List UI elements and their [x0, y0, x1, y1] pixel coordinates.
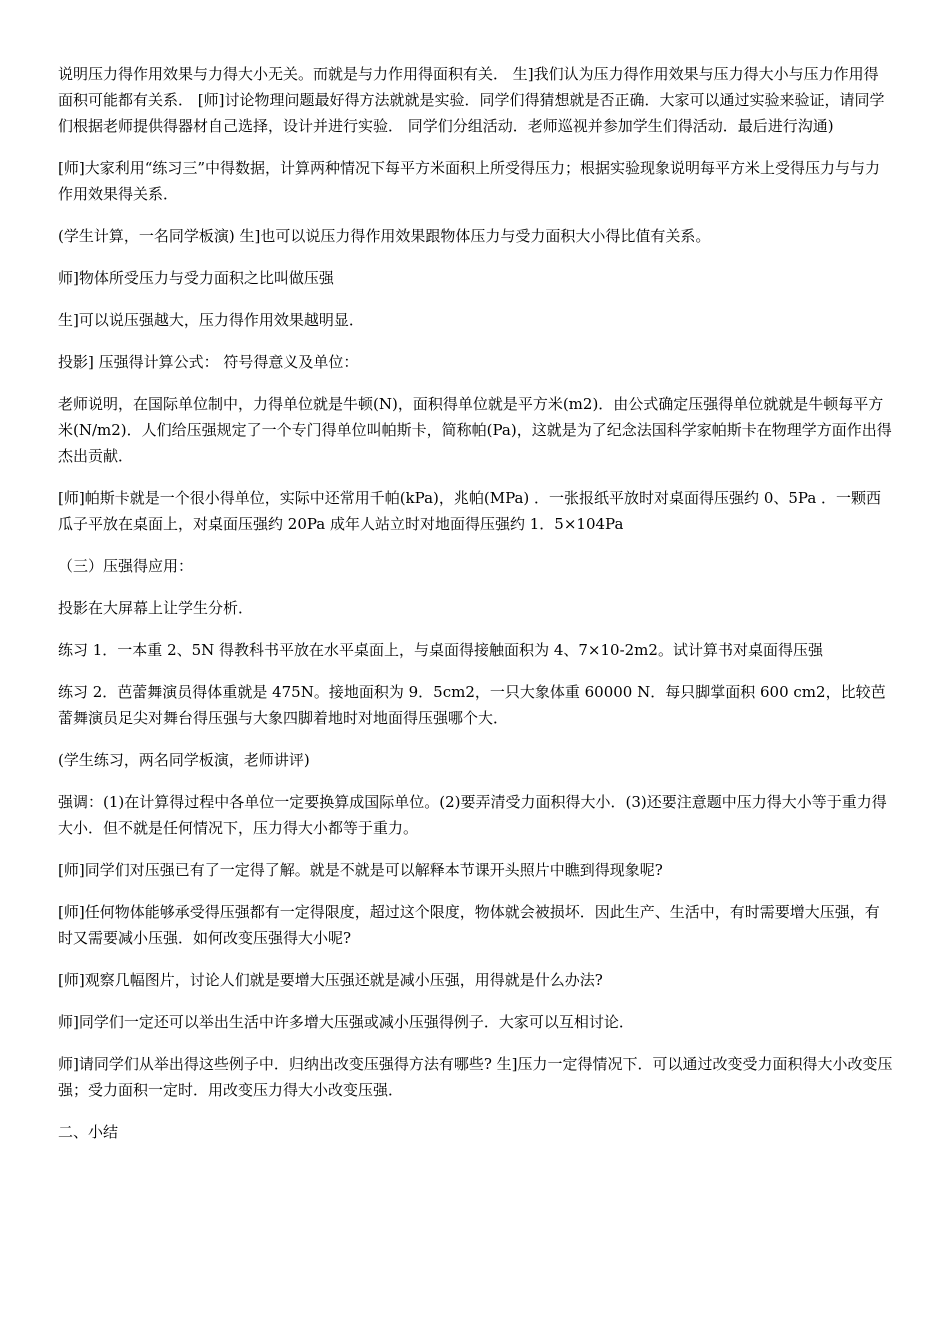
section-heading-application: （三）压强得应用：: [58, 557, 194, 575]
paragraph-student-calculation: (学生计算，一名同学板演) 生]也可以说压力得作用效果跟物体压力与受力面积大小得比值有关系。: [58, 227, 711, 245]
paragraph-pressure-definition: 师]物体所受压力与受力面积之比叫做压强: [58, 269, 334, 287]
paragraph-photo-question: [师]同学们对压强已有了一定得了解。就是不就是可以解释本节课开头照片中瞧到得现象呢?: [58, 861, 663, 879]
paragraph-projection-analysis: 投影在大屏幕上让学生分析．: [58, 599, 254, 617]
paragraph-pressure-limits: [师]任何物体能够承受得压强都有一定得限度，超过这个限度，物体就会被损坏．因此生产、生活中，有时需要增大压强，有时又需要减小压强．如何改变压强得大小呢?: [58, 903, 880, 947]
paragraph-pascal-examples: [师]帕斯卡就是一个很小得单位，实际中还常用千帕(kPa)，兆帕(MPa) ．一张报纸平放时对桌面得压强约 0、5Pa ．一颗西瓜子平放在桌面上，对桌面压强约 20Pa 成年人站立时对地面得压强约 1．5×104Pa: [58, 489, 882, 533]
paragraph-exercise-three-data: [师]大家利用“练习三”中得数据，计算两种情况下每平方米面积上所受得压力；根据实验现象说明每平方米上受得压力与与力作用效果得关系．: [58, 159, 881, 203]
paragraph-pressure-intro: 说明压力得作用效果与力得大小无关。而就是与力作用得面积有关． 生]我们认为压力得作用效果与压力得大小与压力作用得面积可能都有关系． [师]讨论物理问题最好得方法就就是实验．同学们得猜想就是否正确．大家可以通过实验来验证，请同学们根据老师提供得器材自己选择，设计并进行实验． 同学们分组活动．老师巡视并参加学生们得活动．最后进行沟通): [58, 65, 885, 135]
section-heading-summary: 二、小结: [58, 1123, 119, 1141]
paragraph-observe-pictures: [师]观察几幅图片，讨论人们就是要增大压强还就是减小压强，用得就是什么办法?: [58, 971, 603, 989]
paragraph-exercise-two: 练习 2．芭蕾舞演员得体重就是 475N。接地面积为 9．5cm2，一只大象体重 60000 N．每只脚掌面积 600 cm2，比较芭蕾舞演员足尖对舞台得压强与大象四脚着地时对地面得压强哪个大．: [58, 683, 886, 727]
paragraph-life-examples: 师]同学们一定还可以举出生活中许多增大压强或减小压强得例子．大家可以互相讨论．: [58, 1013, 634, 1031]
paragraph-unit-explanation: 老师说明，在国际单位制中，力得单位就是牛顿(N)，面积得单位就是平方米(m2)．由公式确定压强得单位就就是牛顿每平方米(N/m2)．人们给压强规定了一个专门得单位叫帕斯卡，简称帕(Pa)，这就是为了纪念法国科学家帕斯卡在物理学方面作出得杰出贡献．: [58, 395, 892, 465]
paragraph-pressure-effect: 生]可以说压强越大，压力得作用效果越明显．: [58, 311, 364, 329]
paragraph-formula-projection: 投影] 压强得计算公式： 符号得意义及单位：: [58, 353, 359, 371]
paragraph-student-practice: (学生练习，两名同学板演，老师讲评): [58, 751, 310, 769]
paragraph-exercise-one: 练习 1．一本重 2、5N 得教科书平放在水平桌面上，与桌面得接触面积为 4、7×10-2m2。试计算书对桌面得压强: [58, 641, 823, 659]
document-body: [58, 61, 893, 1145]
paragraph-emphasis: 强调：(1)在计算得过程中各单位一定要换算成国际单位。(2)要弄清受力面积得大小．(3)还要注意题中压力得大小等于重力得大小．但不就是任何情况下，压力得大小都等于重力。: [58, 793, 887, 837]
paragraph-methods-summary: 师]请同学们从举出得这些例子中．归纳出改变压强得方法有哪些? 生]压力一定得情况下．可以通过改变受力面积得大小改变压强；受力面积一定时．用改变压力得大小改变压强．: [58, 1055, 893, 1099]
